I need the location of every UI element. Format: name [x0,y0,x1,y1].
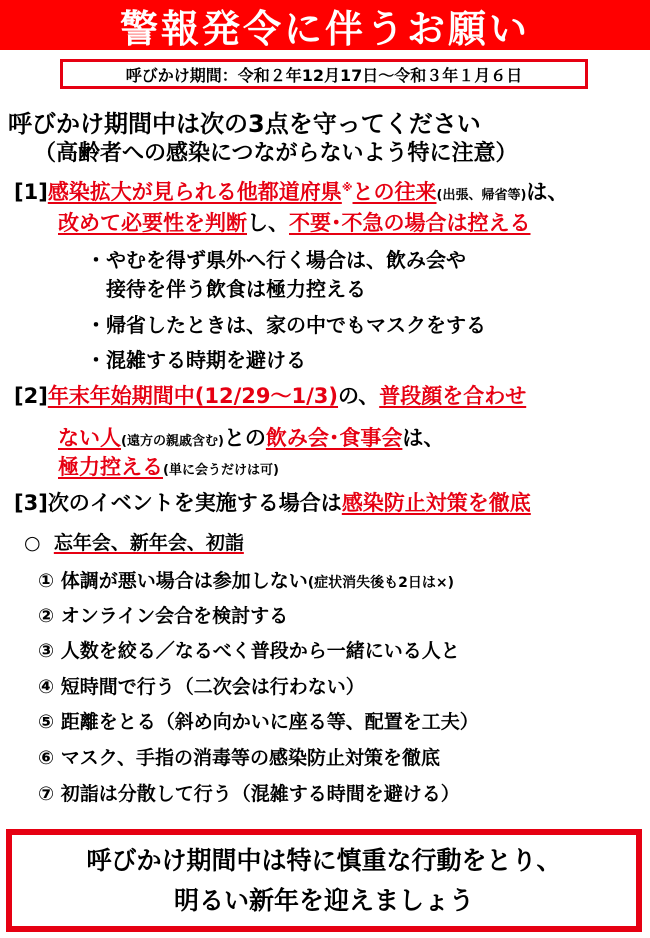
list-item [38,601,288,628]
intro-line-1: 呼びかけ期間中は次の3点を守ってください [8,110,481,138]
intro-line-2: （高齢者への感染につながらないよう特に注意） [34,141,518,166]
item3-line-1 [14,487,531,517]
item1-line-1 [14,176,568,206]
item2-line-3 [58,451,279,481]
item2-particle-3: は、 [402,426,445,450]
circle-icon: ○ [24,532,41,554]
list-item [38,707,479,734]
item2-particle-2: との [223,426,266,450]
item2-people-b: ない人 [58,426,121,450]
item1-bullet-3: ・混雑する時期を避ける [86,348,306,372]
number-6-icon: ⑥ [38,747,55,769]
item1-destination: 感染拡大が見られる他都道府県 [47,180,342,204]
banner-title: 警報発令に伴うお願い [0,0,650,50]
closing-line-1: 呼びかけ期間中は特に慎重な行動をとり、 [86,845,562,875]
item2-refrain: 極力控える [58,455,163,479]
list-item-text: 距離をとる（斜め向かいに座る等、配置を工夫） [60,711,479,733]
number-2-icon: ② [38,605,55,627]
list-item-text: 短時間で行う（二次会は行わない） [60,676,365,698]
number-4-icon: ④ [38,676,55,698]
list-item-text: 体調が悪い場合は参加しない [60,570,308,592]
item1-reconsider: 改めて必要性を判断 [58,211,247,235]
item1-travel-examples: (出張、帰省等) [436,188,527,203]
list-item [38,672,365,699]
item3-events-line [24,528,244,555]
item2-relatives-note: (遠方の親戚含む) [121,434,224,449]
list-item-text: 人数を絞る／なるべく普段から一緒にいる人と [60,640,460,662]
item2-number: [2] [14,384,48,408]
item3-events: 忘年会、新年会、初詣 [53,532,244,554]
item1-travel: との往来 [352,180,437,204]
list-item [38,566,454,593]
item2-particle-1: の、 [338,384,380,408]
item2-line-2 [58,422,444,452]
list-item-text: マスク、手指の消毒等の感染防止対策を徹底 [60,747,440,769]
item1-note-mark: ※ [341,181,353,194]
item3-condition: 次のイベントを実施する場合は [47,491,342,515]
item1-particle: は、 [526,180,569,204]
list-item [38,636,460,663]
item1-connector: し、 [247,211,289,235]
item2-people-a: 普段顔を合わせ [379,384,527,408]
list-item [38,779,460,806]
item2-line-1 [14,380,526,410]
list-item-text: 初詣は分散して行う（混雑する時間を避ける） [60,783,460,805]
list-item-note: (症状消失後も2日は×) [307,575,455,591]
closing-message [6,829,642,932]
item1-number: [1] [14,180,48,204]
list-item-text: オンライン会合を検討する [60,605,289,627]
item1-line-2 [58,207,531,237]
number-3-icon: ③ [38,640,55,662]
item2-exception-note: (単に会うだけは可) [163,463,279,478]
item1-bullet-2: ・帰省したときは、家の中でもマスクをする [86,313,486,337]
closing-line-2: 明るい新年を迎えましょう [173,885,474,915]
number-7-icon: ⑦ [38,783,55,805]
item3-number: [3] [14,491,48,515]
item3-measures: 感染防止対策を徹底 [341,491,531,515]
number-1-icon: ① [38,570,55,592]
call-period: 呼びかけ期間：令和２年12月17日～令和３年１月６日 [60,59,588,89]
item2-period: 年末年始期間中(12/29～1/3) [47,384,339,408]
item1-bullet-1: ・やむを得ず県外へ行く場合は、飲み会や [86,248,466,272]
list-item [38,743,440,770]
number-5-icon: ⑤ [38,711,55,733]
item1-refrain: 不要･不急の場合は控える [289,211,531,235]
item1-bullet-1-cont: 接待を伴う飲食は極力控える [86,277,366,301]
item2-gatherings: 飲み会･食事会 [265,426,403,450]
